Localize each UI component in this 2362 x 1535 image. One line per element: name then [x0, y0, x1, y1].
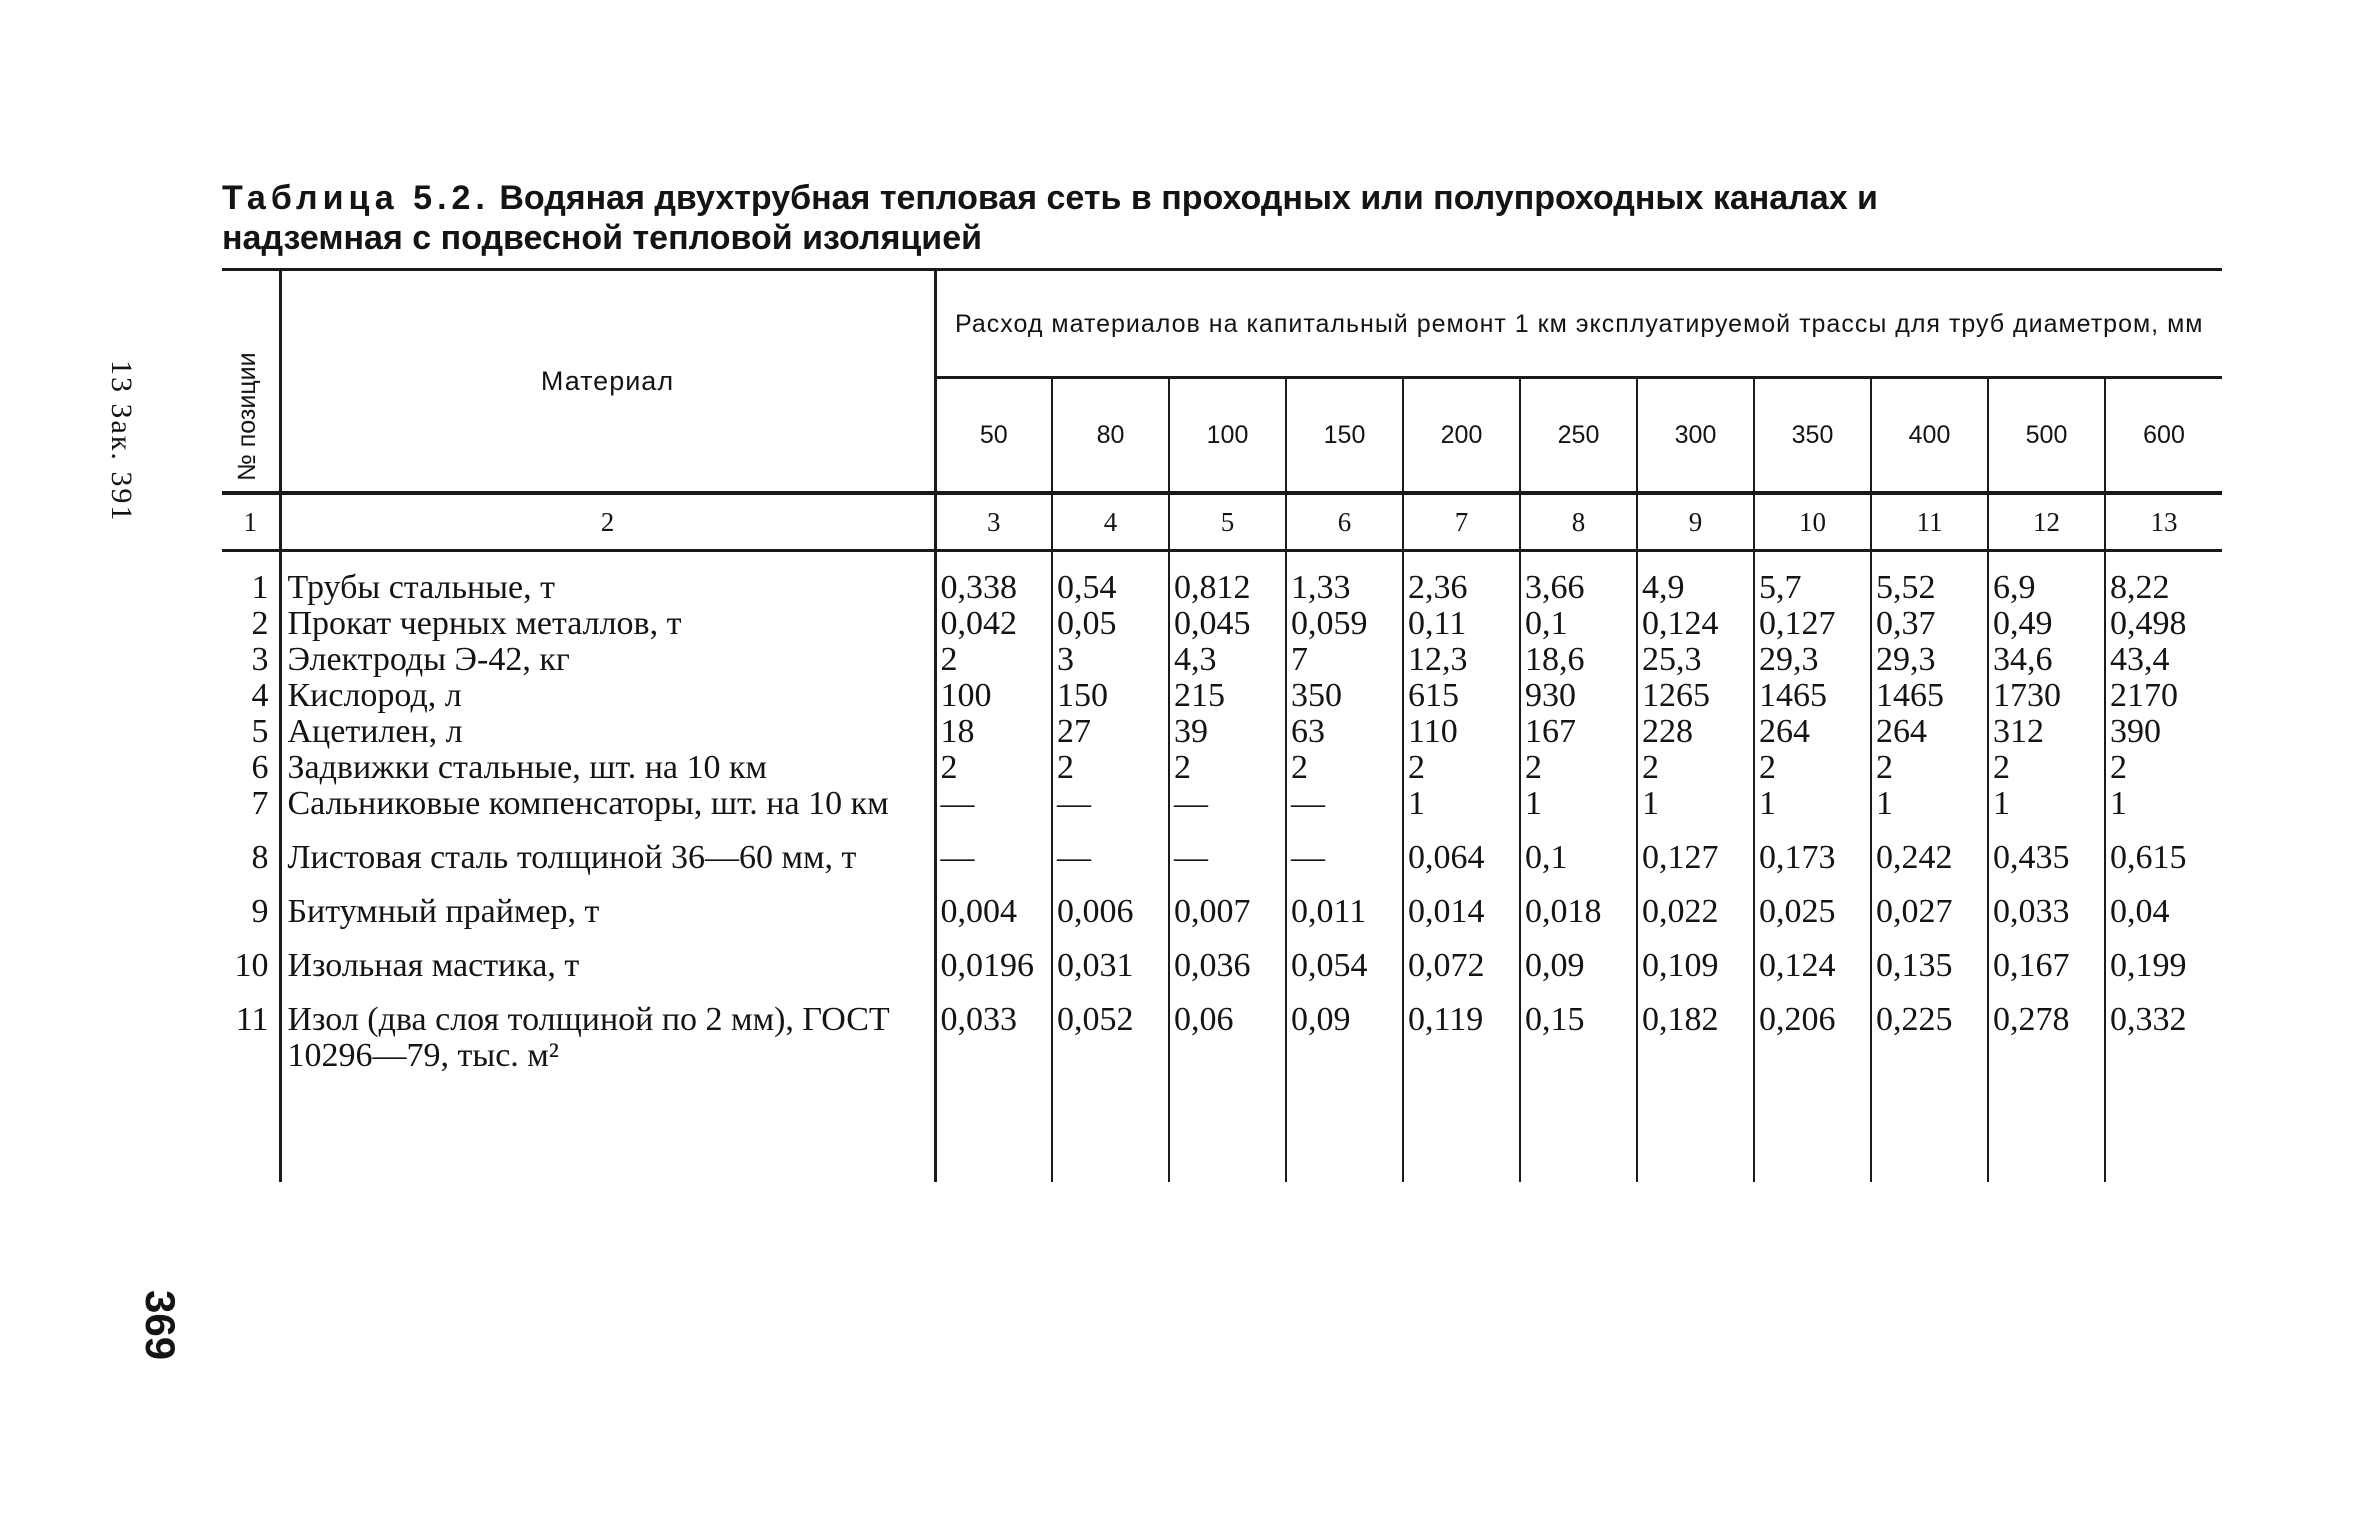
- spacer-cell: [2105, 1092, 2222, 1182]
- position-header: [222, 270, 280, 494]
- row-value: 1: [1988, 786, 2105, 840]
- page-number: 369: [137, 1290, 184, 1361]
- row-value: 1465: [1871, 678, 1988, 714]
- diameter-header: 600: [2143, 420, 2185, 449]
- row-value: 1265: [1637, 678, 1754, 714]
- row-value: 312: [1988, 714, 2105, 750]
- row-value: 350: [1286, 678, 1403, 714]
- row-value: 0,011: [1286, 894, 1403, 948]
- row-value: 0,332: [2110, 1001, 2187, 1038]
- row-position: 7: [222, 786, 280, 840]
- row-value: 264: [1871, 714, 1988, 750]
- row-value: 1: [1637, 786, 1754, 840]
- table-body: [222, 551, 2222, 1183]
- spacer-cell: [1169, 1092, 1286, 1182]
- row-value: 0,15: [1520, 1002, 1637, 1092]
- column-number: 11: [1871, 493, 1988, 551]
- row-value: 2: [1403, 750, 1520, 786]
- diameter-header: 500: [1988, 378, 2105, 493]
- row-value: 0,338: [935, 551, 1052, 607]
- row-value: 0,37: [1871, 606, 1988, 642]
- row-value: 2: [1169, 750, 1286, 786]
- spacer-cell: [1988, 1092, 2105, 1182]
- row-value: 0,173: [1754, 840, 1871, 894]
- table-row: [222, 840, 2222, 894]
- row-value: 34,6: [1988, 642, 2105, 678]
- row-value: 264: [1754, 714, 1871, 750]
- row-value: 930: [1520, 678, 1637, 714]
- row-value: 0,11: [1403, 606, 1520, 642]
- row-value: 0,05: [1052, 606, 1169, 642]
- row-value: 0,007: [1169, 894, 1286, 948]
- row-value: 0,119: [1403, 1002, 1520, 1092]
- row-value: 43,4: [2110, 641, 2170, 678]
- row-material: Изольная мастика, т: [280, 948, 935, 1002]
- column-number: 1: [222, 493, 280, 551]
- row-value: 63: [1286, 714, 1403, 750]
- column-number: 5: [1169, 493, 1286, 551]
- row-value: 5,52: [1871, 551, 1988, 607]
- row-material: Задвижки стальные, шт. на 10 км: [280, 750, 935, 786]
- row-value: 8,22: [2110, 569, 2170, 606]
- row-value: 0,435: [1988, 840, 2105, 894]
- table-title-text: Водяная двухтрубная тепловая сеть в проходных или полупроходных каналах и надземная с подвесной тепловой изоляцией: [222, 179, 1878, 257]
- diameter-header: 250: [1520, 378, 1637, 493]
- column-number: 9: [1637, 493, 1754, 551]
- table-spacer-row: [222, 1092, 2222, 1182]
- column-number: 2: [280, 493, 935, 551]
- row-material: Изол (два слоя толщиной по 2 мм), ГОСТ 10296—79, тыс. м²: [280, 1002, 935, 1092]
- row-value: 0,033: [1988, 894, 2105, 948]
- row-value: 0,615: [2110, 839, 2187, 876]
- spacer-cell: [1871, 1092, 1988, 1182]
- column-number: 8: [1520, 493, 1637, 551]
- row-value: 0,206: [1754, 1002, 1871, 1092]
- row-position: 5: [222, 714, 280, 750]
- column-number: 6: [1286, 493, 1403, 551]
- column-number: 13: [2105, 493, 2222, 551]
- row-value: 2: [1871, 750, 1988, 786]
- table-row: [222, 750, 2222, 786]
- row-value: —: [935, 786, 1052, 840]
- material-header: Материал: [280, 270, 935, 494]
- row-value: 0,127: [1637, 840, 1754, 894]
- row-position: 2: [222, 606, 280, 642]
- row-value: 1,33: [1286, 551, 1403, 607]
- row-value: 0,167: [1988, 948, 2105, 1002]
- spacer-cell: [935, 1092, 1052, 1182]
- row-value: 25,3: [1637, 642, 1754, 678]
- row-value: 0,225: [1871, 1002, 1988, 1092]
- row-value: —: [935, 840, 1052, 894]
- row-value: —: [1286, 786, 1403, 840]
- row-value: 0,124: [1637, 606, 1754, 642]
- row-value: 100: [935, 678, 1052, 714]
- row-material: Кислород, л: [280, 678, 935, 714]
- row-value: 2,36: [1403, 551, 1520, 607]
- table-row: [222, 714, 2222, 750]
- row-value: 0,072: [1403, 948, 1520, 1002]
- diameter-header: 150: [1286, 378, 1403, 493]
- row-value: 2: [935, 750, 1052, 786]
- diameter-header: 100: [1169, 378, 1286, 493]
- row-value: 3,66: [1520, 551, 1637, 607]
- table-title-lead: Таблица 5.2.: [222, 179, 490, 217]
- row-value: 0,022: [1637, 894, 1754, 948]
- row-value: 29,3: [1871, 642, 1988, 678]
- materials-table-wrap: [222, 268, 2222, 1182]
- row-value: 2: [935, 642, 1052, 678]
- row-value: 0,09: [1286, 1002, 1403, 1092]
- row-position: 3: [222, 642, 280, 678]
- row-value: 0,124: [1754, 948, 1871, 1002]
- row-value: 1: [2110, 785, 2127, 822]
- table-row: [222, 894, 2222, 948]
- row-value: —: [1052, 840, 1169, 894]
- position-header-label: № позиции: [233, 352, 261, 481]
- row-value: 0,006: [1052, 894, 1169, 948]
- table-title: [222, 178, 1942, 258]
- row-value: —: [1169, 840, 1286, 894]
- spacer-cell: [1754, 1092, 1871, 1182]
- row-value: 0,054: [1286, 948, 1403, 1002]
- column-number: 10: [1754, 493, 1871, 551]
- row-value: 167: [1520, 714, 1637, 750]
- row-value: 2: [2110, 749, 2127, 786]
- row-value: 0,278: [1988, 1002, 2105, 1092]
- diameter-header: 400: [1871, 378, 1988, 493]
- diameter-header: 200: [1403, 378, 1520, 493]
- row-value: 0,127: [1754, 606, 1871, 642]
- row-value: 0,1: [1520, 606, 1637, 642]
- row-value: 18: [935, 714, 1052, 750]
- row-value: 2: [1052, 750, 1169, 786]
- row-value: 18,6: [1520, 642, 1637, 678]
- row-value: 215: [1169, 678, 1286, 714]
- row-value: 2: [1286, 750, 1403, 786]
- row-value: 29,3: [1754, 642, 1871, 678]
- row-value: 0,812: [1169, 551, 1286, 607]
- row-value: 0,004: [935, 894, 1052, 948]
- row-value: 110: [1403, 714, 1520, 750]
- row-value: 6,9: [1988, 551, 2105, 607]
- table-row: [222, 948, 2222, 1002]
- table-row: [222, 606, 2222, 642]
- row-value: 0,498: [2110, 605, 2187, 642]
- row-value: 27: [1052, 714, 1169, 750]
- row-value: 0,06: [1169, 1002, 1286, 1092]
- row-material: Прокат черных металлов, т: [280, 606, 935, 642]
- spacer-cell: [1052, 1092, 1169, 1182]
- row-value: 1: [1871, 786, 1988, 840]
- table-row: [222, 642, 2222, 678]
- row-value: 0,135: [1871, 948, 1988, 1002]
- row-value: 1: [1403, 786, 1520, 840]
- row-value: 0,09: [1520, 948, 1637, 1002]
- row-value: 0,199: [2110, 947, 2187, 984]
- row-position: 10: [222, 948, 280, 1002]
- spacer-cell: [280, 1092, 935, 1182]
- row-value: 1: [1520, 786, 1637, 840]
- row-value: 0,014: [1403, 894, 1520, 948]
- row-value: 0,109: [1637, 948, 1754, 1002]
- row-value: 0,182: [1637, 1002, 1754, 1092]
- diameter-header: 50: [935, 378, 1052, 493]
- row-value: 0,1: [1520, 840, 1637, 894]
- column-number-row: [222, 493, 2222, 551]
- spacer-cell: [222, 1092, 280, 1182]
- row-position: 4: [222, 678, 280, 714]
- row-value: 0,033: [935, 1002, 1052, 1092]
- row-value: 615: [1403, 678, 1520, 714]
- row-value: 0,04: [2110, 893, 2170, 930]
- row-value: 2: [1988, 750, 2105, 786]
- row-value: 4,9: [1637, 551, 1754, 607]
- row-material: Ацетилен, л: [280, 714, 935, 750]
- row-value: 5,7: [1754, 551, 1871, 607]
- consumption-group-header: Расход материалов на капитальный ремонт 1 км эксплуатируемой трассы для труб диаметром, мм: [935, 270, 2222, 378]
- table-row: [222, 551, 2222, 607]
- table-row: [222, 678, 2222, 714]
- row-material: Сальниковые компенсаторы, шт. на 10 км: [280, 786, 935, 840]
- diameter-header: 350: [1754, 378, 1871, 493]
- column-number: 7: [1403, 493, 1520, 551]
- row-value: 0,045: [1169, 606, 1286, 642]
- row-value: 2170: [2110, 677, 2178, 714]
- row-material: Трубы стальные, т: [280, 551, 935, 607]
- row-value: —: [1286, 840, 1403, 894]
- row-value: 150: [1052, 678, 1169, 714]
- row-value: 39: [1169, 714, 1286, 750]
- row-value: 2: [1754, 750, 1871, 786]
- row-value: 1730: [1988, 678, 2105, 714]
- row-position: 11: [222, 1002, 280, 1092]
- row-value: 12,3: [1403, 642, 1520, 678]
- row-value: 0,036: [1169, 948, 1286, 1002]
- row-position: 8: [222, 840, 280, 894]
- materials-table: [222, 268, 2222, 1182]
- row-position: 6: [222, 750, 280, 786]
- row-material: Листовая сталь толщиной 36—60 мм, т: [280, 840, 935, 894]
- row-value: 0,242: [1871, 840, 1988, 894]
- row-value: 390: [2110, 713, 2161, 750]
- column-number: 3: [935, 493, 1052, 551]
- row-value: 2: [1637, 750, 1754, 786]
- side-note: 13 Зак. 391: [105, 360, 138, 523]
- row-value: 0,54: [1052, 551, 1169, 607]
- spacer-cell: [1520, 1092, 1637, 1182]
- row-value: 0,052: [1052, 1002, 1169, 1092]
- row-value: 0,059: [1286, 606, 1403, 642]
- row-value: 0,0196: [935, 948, 1052, 1002]
- row-position: 9: [222, 894, 280, 948]
- row-material: Битумный праймер, т: [280, 894, 935, 948]
- row-value: 228: [1637, 714, 1754, 750]
- row-value: 0,025: [1754, 894, 1871, 948]
- column-number: 4: [1052, 493, 1169, 551]
- spacer-cell: [1403, 1092, 1520, 1182]
- row-value: —: [1169, 786, 1286, 840]
- row-material: Электроды Э-42, кг: [280, 642, 935, 678]
- spacer-cell: [1286, 1092, 1403, 1182]
- spacer-cell: [1637, 1092, 1754, 1182]
- table-row: [222, 786, 2222, 840]
- row-value: 1: [1754, 786, 1871, 840]
- row-position: 1: [222, 551, 280, 607]
- row-value: 0,042: [935, 606, 1052, 642]
- diameter-header: 300: [1637, 378, 1754, 493]
- row-value: 0,031: [1052, 948, 1169, 1002]
- row-value: 1465: [1754, 678, 1871, 714]
- row-value: —: [1052, 786, 1169, 840]
- row-value: 2: [1520, 750, 1637, 786]
- diameter-header: 80: [1052, 378, 1169, 493]
- table-row: [222, 1002, 2222, 1092]
- row-value: 7: [1286, 642, 1403, 678]
- row-value: 3: [1052, 642, 1169, 678]
- column-number: 12: [1988, 493, 2105, 551]
- row-value: 0,064: [1403, 840, 1520, 894]
- row-value: 0,027: [1871, 894, 1988, 948]
- row-value: 4,3: [1169, 642, 1286, 678]
- row-value: 0,018: [1520, 894, 1637, 948]
- row-value: 0,49: [1988, 606, 2105, 642]
